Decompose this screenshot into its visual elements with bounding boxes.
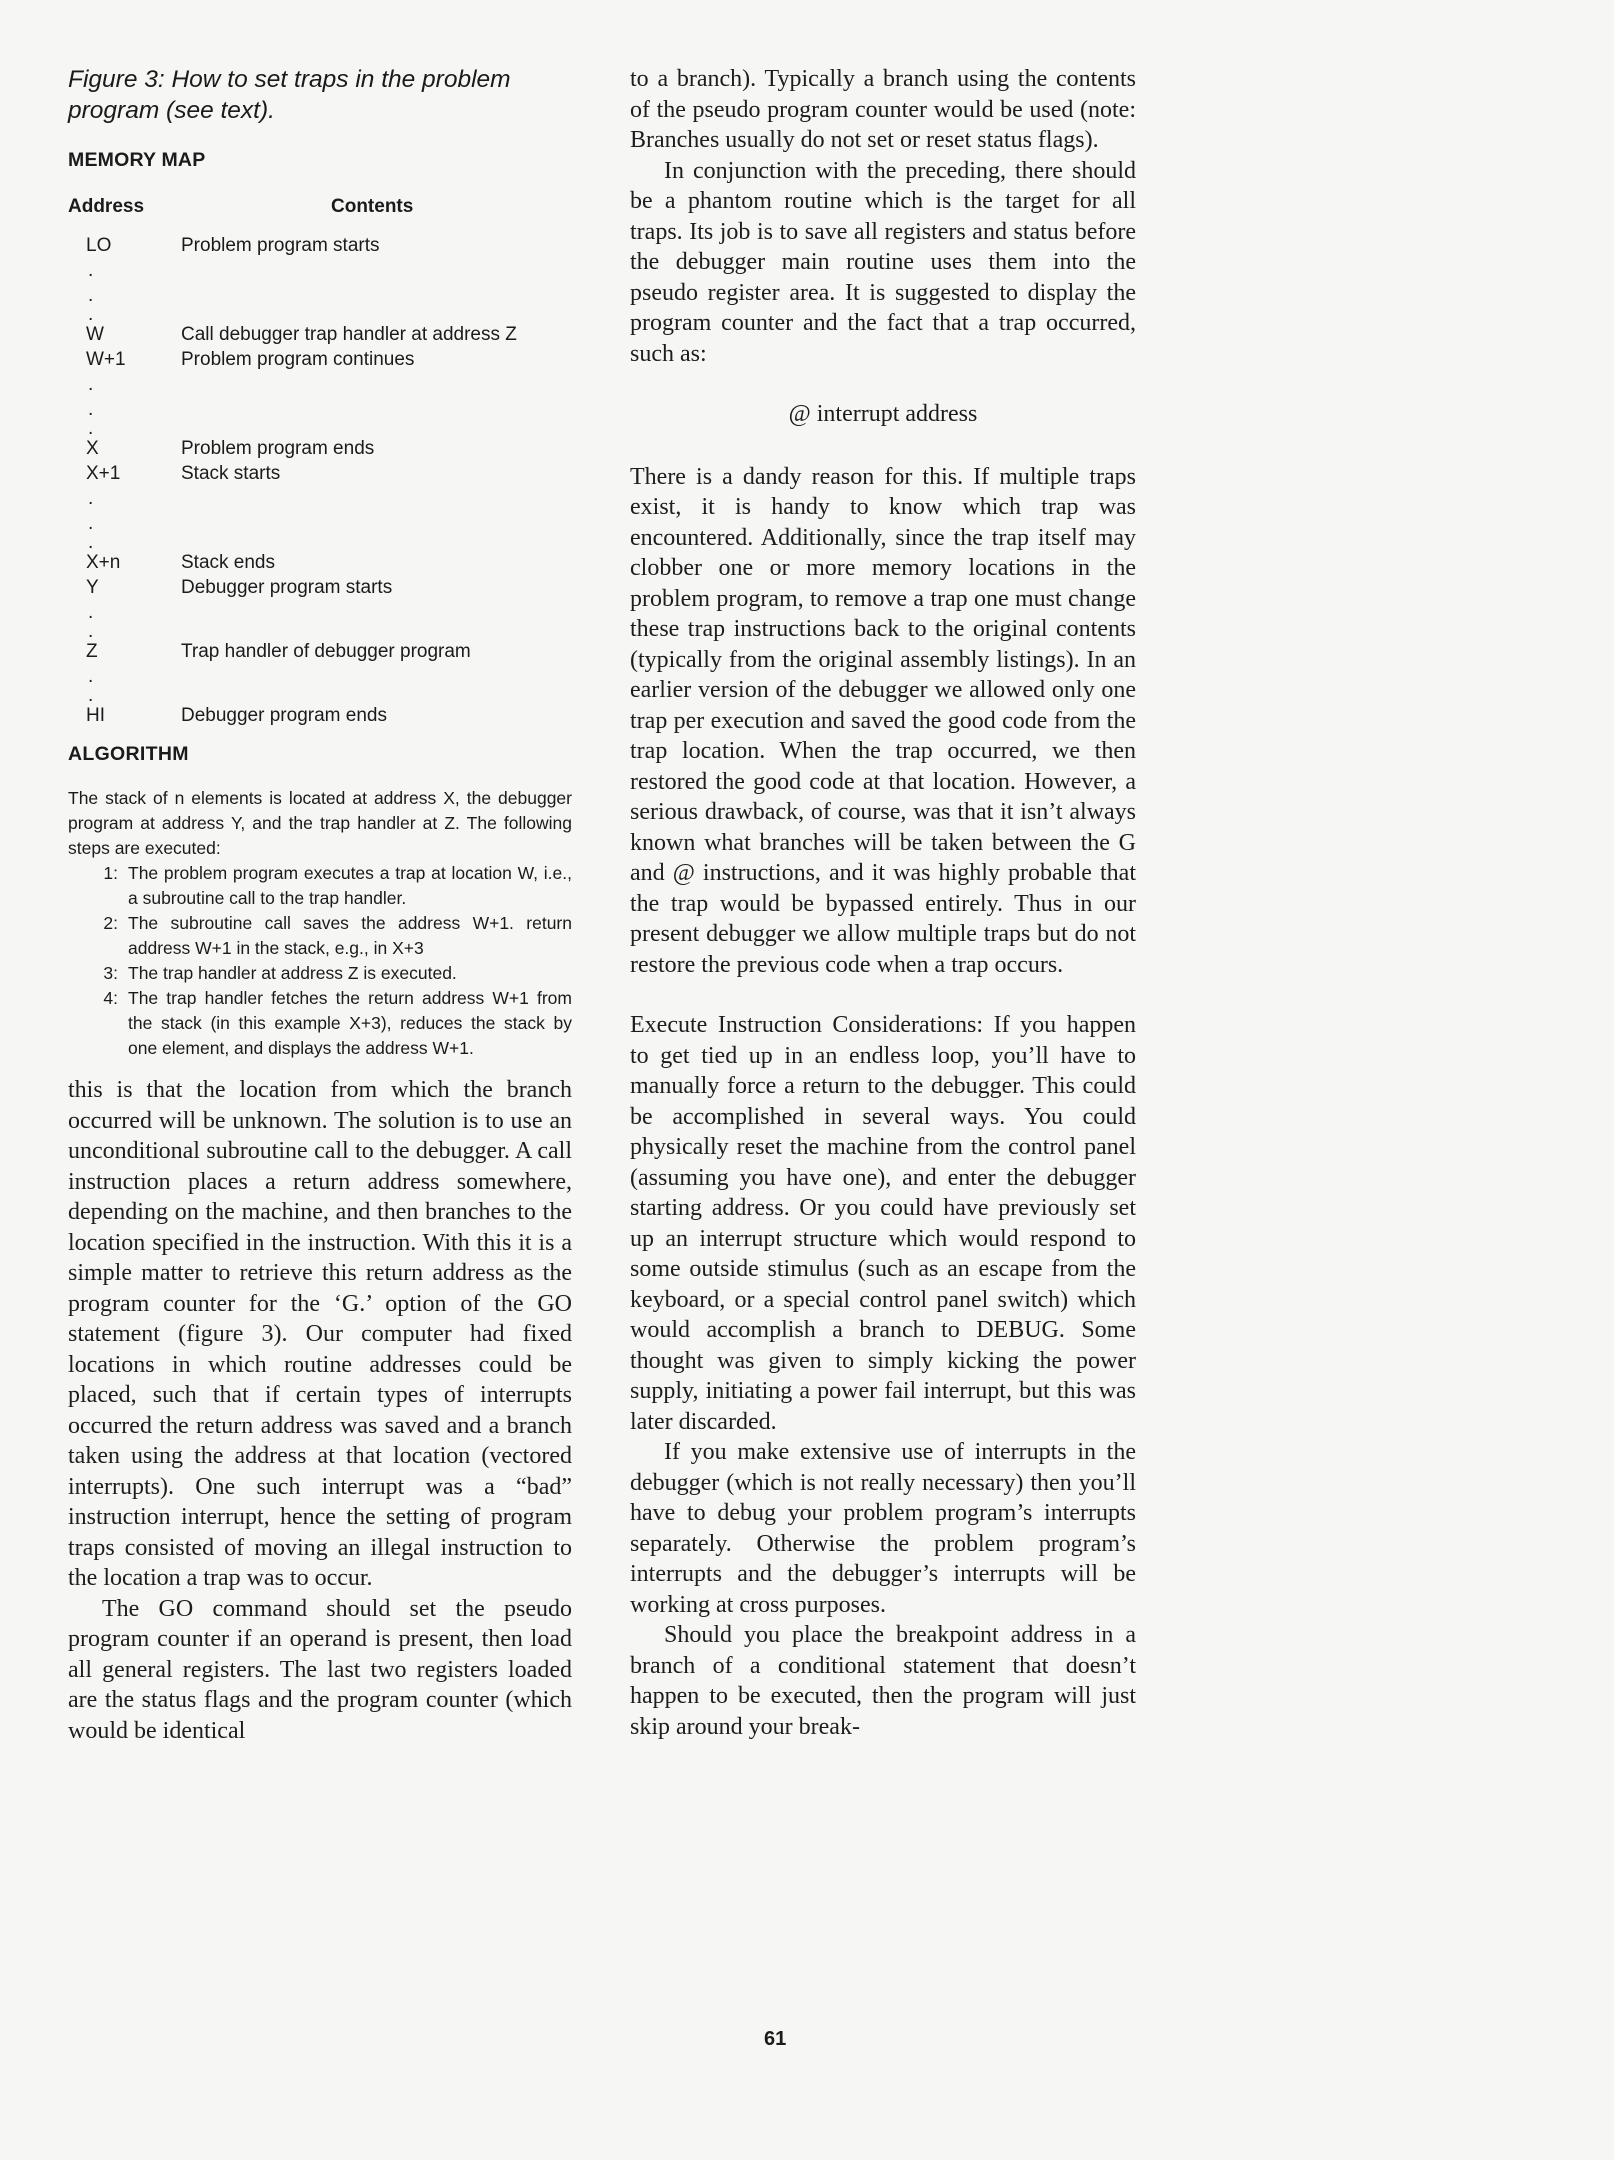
map-address: LO [86,235,112,256]
map-row [68,233,572,258]
map-row [68,283,572,308]
step-number: 3: [103,963,118,983]
algorithm-step [68,911,572,961]
body-paragraph: In conjunction with the preceding, there should be a phantom routine which is the target for all traps. Its job is to save all registers and status before the debugger main routine uses them into the pseudo register area. It is suggested to display the program counter and the fact that a trap occurred, such as: [630,157,1136,367]
map-contents [181,486,572,511]
map-address: . [88,260,94,281]
step-text: The problem program executes a trap at location W, i.e., a subroutine call to the trap handler. [128,863,572,908]
map-contents: Call debugger trap handler at address Z [181,324,517,345]
contents-column-header: Contents [331,196,414,217]
map-row [68,418,572,439]
map-address: . [88,374,94,395]
algorithm-step [68,986,572,1061]
map-contents [181,600,572,625]
map-row [68,322,572,347]
map-address: X [86,438,99,459]
map-contents: Problem program ends [181,438,375,459]
map-contents [181,511,572,536]
map-contents [181,308,572,322]
algorithm-step [68,861,572,911]
map-row [68,304,572,325]
map-address: . [88,399,94,420]
map-address: . [88,685,94,706]
memory-map-table [68,233,572,728]
map-address: . [88,488,94,509]
map-address: . [88,621,94,642]
algorithm-intro: The stack of n elements is located at address X, the debugger program at address Y, and the trap handler at Z. The following steps are executed: [68,788,572,858]
memory-map-header [68,195,572,219]
map-contents [181,397,572,422]
map-row [68,347,572,372]
body-paragraph: to a branch). Typically a branch using the contents of the pseudo program counter would be used (note: Branches usually do not set or reset status flags). [630,66,1136,153]
map-row [68,550,572,575]
map-contents: Problem program continues [181,349,415,370]
map-address: . [88,285,94,306]
map-address: W [86,324,104,345]
section-text: If you happen to get tied up in an endless loop, you’ll have to manually force a return to the debugger. This could be accomplished in several ways. You could physically reset the machine from the control panel (assuming you have one), and enter the debugger starting address. Or you could have previously set up an interrupt structure which would respond to some outside stimulus (such as an escape from the keyboard, or a special control panel switch) which would accomplish a branch to DEBUG. Some thought was given to simply kicking the power supply, initiating a power fail interrupt, but this was later discarded. [630,1012,1137,1435]
body-paragraph: Should you place the breakpoint address in a branch of a conditional statement that doesn’t happen to be executed, then the program will just skip around your break- [630,1622,1136,1740]
map-contents: Trap handler of debugger program [181,641,471,662]
map-row [68,258,572,283]
step-number: 2: [103,913,118,933]
map-address: . [88,666,94,687]
map-row [68,436,572,461]
map-row [68,639,572,664]
step-text: The trap handler at address Z is executed. [128,963,457,983]
map-contents: Debugger program starts [181,577,393,598]
map-address: . [88,513,94,534]
left-column [68,64,572,1746]
map-contents [181,258,572,283]
right-column [630,64,1136,1742]
map-row [68,575,572,600]
map-row [68,600,572,625]
map-address: . [88,304,94,325]
body-paragraph: this is that the location from which the branch occurred will be unknown. The solution is to use an unconditional subroutine call to the debugger. A call instruction places a return address somewhere, depending on the machine, and then branches to the location specified in the instruction. With this it is a simple matter to retrieve this return address as the program counter for the ‘G.’ option of the GO statement (figure 3). Our computer had fixed locations in which routine addresses could be placed, such that if certain types of interrupts occurred the return address was saved and a branch taken using the address at that location (vectored interrupts). One such interrupt was a “bad” instruction interrupt, hence the setting of program traps consisted of moving an illegal instruction to the location a trap was to occur. [68,1077,572,1591]
map-row [68,397,572,422]
map-contents [181,625,572,639]
step-number: 4: [103,988,118,1008]
map-row [68,372,572,397]
map-contents: Debugger program ends [181,705,387,726]
body-paragraph: If you make extensive use of interrupts in the debugger (which is not really necessary) then you’ll have to debug your problem program’s interrupts separately. Otherwise the problem program’s interrupts and the debugger’s interrupts will be working at cross purposes. [630,1439,1136,1618]
map-address: W+1 [86,349,126,370]
figure-caption: Figure 3: How to set traps in the problem program (see text). [68,66,511,124]
map-contents [181,664,572,689]
map-row [68,461,572,486]
map-address: . [88,602,94,623]
map-contents [181,536,572,550]
map-contents: Stack starts [181,463,281,484]
map-address: Y [86,577,99,598]
display-example: @ interrupt address [788,401,978,427]
map-row [68,532,572,553]
memory-map-heading: MEMORY MAP [68,149,206,171]
map-contents: Problem program starts [181,235,380,256]
map-address: . [88,418,94,439]
body-paragraph: The GO command should set the pseudo program counter if an operand is present, then load all general registers. The last two registers loaded are the status flags and the program counter (which would be identical [68,1595,572,1744]
map-address: Z [86,641,98,662]
map-address: X+n [86,552,121,573]
map-address: HI [86,705,105,726]
page-number: 61 [764,2028,787,2050]
map-row [68,703,572,728]
paragraph-gap [630,980,1136,1010]
map-contents: Stack ends [181,552,275,573]
algorithm-heading: ALGORITHM [68,743,189,765]
step-text: The subroutine call saves the address W+1. return address W+1 in the stack, e.g., in X+3 [128,913,572,958]
body-paragraph [630,1010,1136,1437]
section-title: Execute Instruction Considerations: [630,1012,984,1038]
map-row [68,511,572,536]
map-address: X+1 [86,463,121,484]
map-contents [181,283,572,308]
left-body-text [68,1075,572,1746]
map-row [68,685,572,706]
map-contents [181,422,572,436]
map-contents [181,372,572,397]
step-text: The trap handler fetches the return address W+1 from the stack (in this example X+3), reduces the stack by one element, and displays the address W+1. [128,988,572,1058]
map-row [68,621,572,642]
map-address: . [88,532,94,553]
step-number: 1: [103,863,118,883]
map-row [68,664,572,689]
address-column-header: Address [68,196,145,217]
algorithm-steps [68,861,572,1061]
map-row [68,486,572,511]
algorithm-step [68,961,572,986]
body-paragraph: There is a dandy reason for this. If multiple traps exist, it is handy to know which trap was encountered. Additionally, since the trap itself may clobber one or more memory locations in the problem program, to remove a trap one must change these trap instructions back to the original contents (typically from the original assembly listings). In an earlier version of the debugger we allowed only one trap per execution and saved the good code from the trap location. When the trap occurred, we then restored the good code at that location. However, a serious drawback, of course, was that it isn’t always known what branches will be taken between the G and @ instructions, and it was highly probable that the trap would be bypassed entirely. Thus in our present debugger we allow multiple traps but do not restore the previous code when a trap occurs. [630,463,1136,978]
map-contents [181,689,572,703]
